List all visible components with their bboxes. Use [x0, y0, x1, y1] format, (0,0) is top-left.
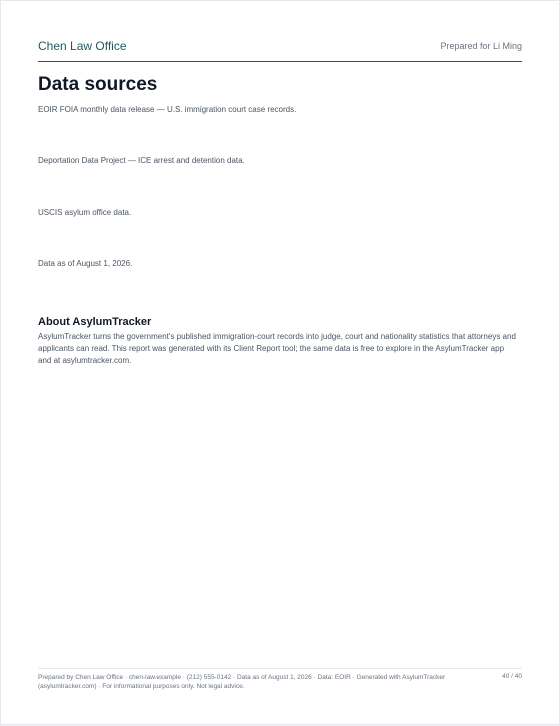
- prepared-for-label: Prepared for Li Ming: [440, 41, 522, 51]
- about-body: AsylumTracker turns the government's published immigration-court records into judge, court and nationality statistics that attorneys and applicants can read. This report was generated with its Client Report tool; the same data is free to explore in the AsylumTracker app and at asylumtracker.com.: [38, 332, 516, 365]
- page-footer: [38, 668, 522, 691]
- source-item-uscis: USCIS asylum office data.: [38, 208, 132, 217]
- page-header: [38, 37, 522, 62]
- report-page: [1, 1, 559, 724]
- footer-text: Prepared by Chen Law Office · chen-law.example · (212) 555-0142 · Data as of August 1, 2026 · Data: EOIR · Generated with AsylumTracker (asylumtracker.com) · For informational purposes only. Not legal advice.: [38, 674, 446, 690]
- data-as-of-date: Data as of August 1, 2026.: [38, 259, 133, 268]
- page-title: Data sources: [38, 74, 158, 95]
- firm-name: Chen Law Office: [38, 39, 127, 53]
- source-item-eoir: EOIR FOIA monthly data release — U.S. immigration court case records.: [38, 105, 297, 114]
- source-item-deportation-data: Deportation Data Project — ICE arrest and detention data.: [38, 156, 245, 165]
- page-number: 40 / 40: [502, 673, 522, 680]
- about-heading: About AsylumTracker: [38, 316, 152, 328]
